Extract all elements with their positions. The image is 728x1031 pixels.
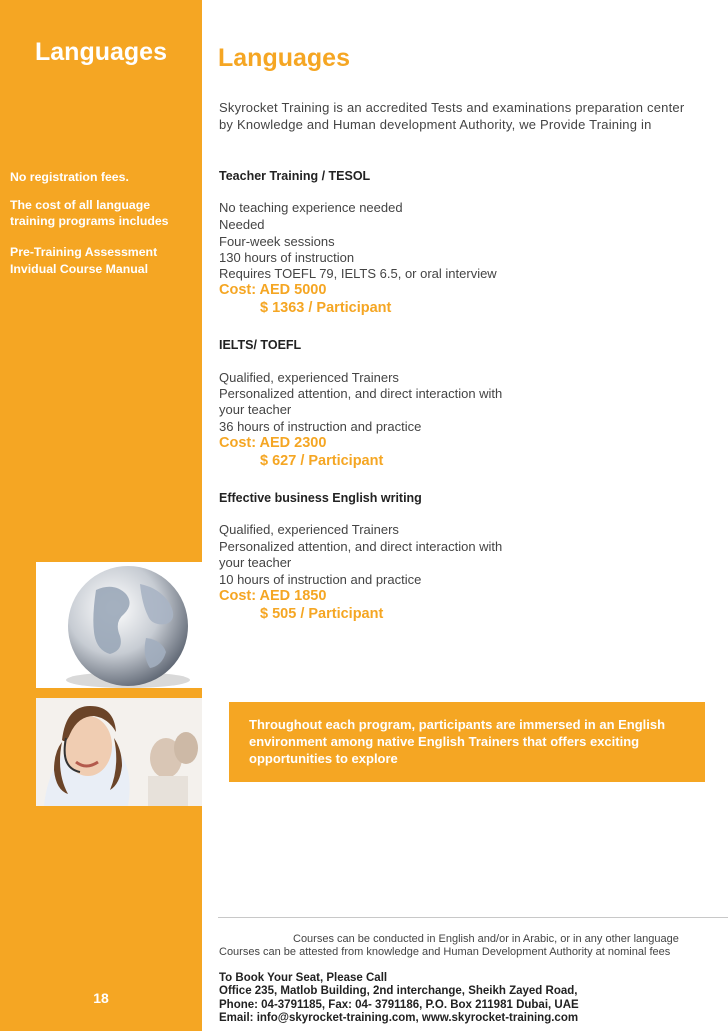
page-number: 18 — [93, 990, 109, 1006]
intro-paragraph: Skyrocket Training is an accredited Tests and examinations preparation center by Knowledge and Human development Authority, we Provide Training in — [219, 100, 685, 132]
footer-note: Courses can be conducted in English and/or in Arabic, or in any other language — [293, 933, 679, 945]
course-cost: Cost: AED 1850 — [219, 588, 327, 604]
page-title: Languages — [218, 44, 350, 72]
course-line: 130 hours of instruction — [219, 250, 355, 265]
course-line: your teacher — [219, 555, 292, 570]
course-heading: IELTS/ TOEFL — [219, 338, 302, 352]
course-line: Qualified, experienced Trainers — [219, 522, 399, 537]
course-line: your teacher — [219, 402, 292, 417]
callout-box — [229, 702, 705, 782]
course-line: 10 hours of instruction and practice — [219, 572, 422, 587]
footer-divider — [218, 917, 728, 918]
course-line: Needed — [219, 217, 265, 232]
sidebar — [0, 0, 202, 1031]
course-line: No teaching experience needed — [219, 200, 403, 215]
course-heading: Effective business English writing — [219, 491, 422, 505]
contact-line: Office 235, Matlob Building, 2nd interchange, Sheikh Zayed Road, — [219, 985, 578, 997]
course-usd-price: $ 505 / Participant — [260, 606, 384, 622]
course-line: Personalized attention, and direct interaction with — [219, 539, 503, 554]
callout-text: Throughout each program, participants are immersed in an English environment among native English Trainers that offers exciting opportunities to explore — [249, 717, 666, 766]
footer-note: Courses can be attested from knowledge and Human Development Authority at nominal fees — [219, 946, 671, 958]
sidebar-line: No registration fees. — [10, 170, 129, 184]
course-line: Four-week sessions — [219, 234, 335, 249]
sidebar-line: The cost of all language — [10, 198, 151, 212]
course-usd-price: $ 627 / Participant — [260, 453, 384, 469]
sidebar-line: Pre-Training Assessment — [10, 245, 158, 259]
course-line: 36 hours of instruction and practice — [219, 419, 422, 434]
course-line: Qualified, experienced Trainers — [219, 370, 399, 385]
sidebar-line: Invidual Course Manual — [10, 262, 149, 276]
sidebar-title: Languages — [35, 38, 167, 66]
course-usd-price: $ 1363 / Participant — [260, 300, 392, 316]
call-center-photo — [36, 698, 202, 806]
sidebar-line: training programs includes — [10, 214, 169, 228]
contact-email: Email: info@skyrocket-training.com, www.skyrocket-training.com — [219, 1012, 579, 1024]
course-line: Requires TOEFL 79, IELTS 6.5, or oral interview — [219, 266, 497, 281]
course-cost: Cost: AED 2300 — [219, 435, 327, 451]
globe-image — [36, 562, 202, 688]
course-heading: Teacher Training / TESOL — [219, 169, 371, 183]
course-cost: Cost: AED 5000 — [219, 282, 327, 298]
contact-line: To Book Your Seat, Please Call — [219, 972, 388, 984]
course-line: Personalized attention, and direct interaction with — [219, 386, 503, 401]
contact-line: Phone: 04-3791185, Fax: 04- 3791186, P.O. Box 211981 Dubai, UAE — [219, 999, 579, 1011]
